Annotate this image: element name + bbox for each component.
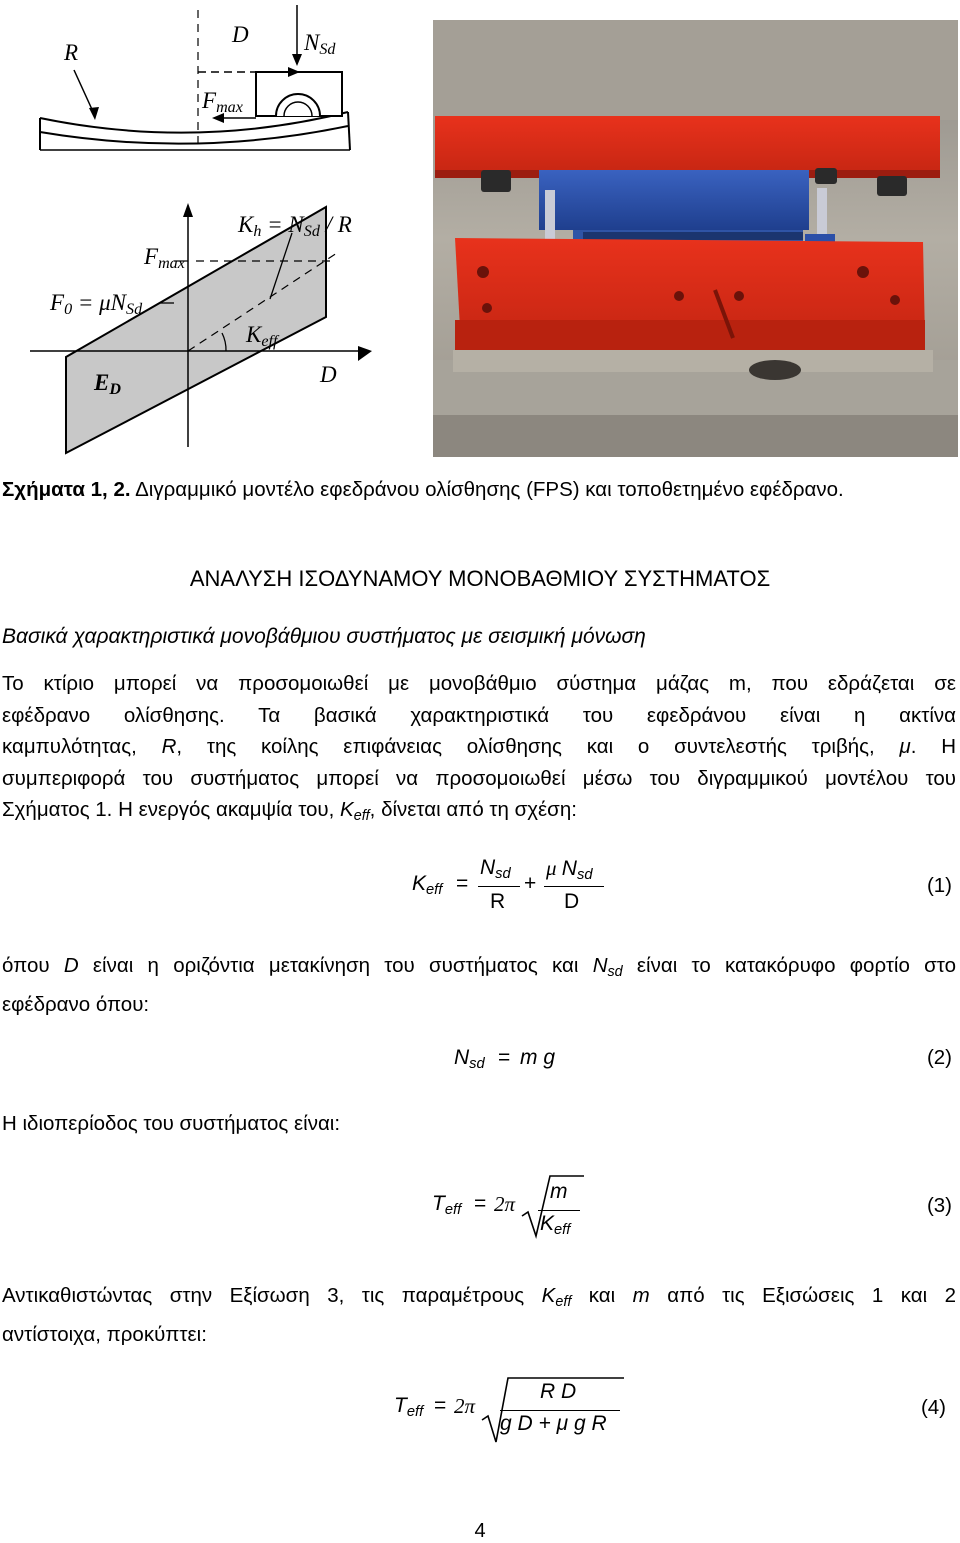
- para2-line-2: εφέδρανο όπου:: [2, 992, 150, 1016]
- eq4-coefficient: 2π: [454, 1394, 476, 1418]
- figure-caption: Σχήματα 1, 2. Διγραμμικό μοντέλο εφεδράνου ολίσθησης (FPS) και τοποθετημένο εφέδρανο.: [2, 478, 844, 501]
- label-Kh: $K_h = N_{Sd} / R$: [238, 212, 352, 240]
- para2-line-1: όπου D είναι η οριζόντια μετακίνηση του συστήματος και $N_{sd}$ είναι το κατακόρυφο φορτίο στο: [2, 954, 956, 980]
- label-N-sd: $N_{Sd}$: [304, 30, 336, 58]
- eq1-plus: +: [524, 872, 537, 895]
- eq3-frac-bar: [538, 1210, 580, 1211]
- paragraph-4: [2, 1280, 956, 1350]
- section-heading: ΑΝΑΛΥΣΗ ΙΣΟΔΥΝΑΜΟΥ ΜΟΝΟΒΑΘΜΙΟΥ ΣΥΣΤΗΜΑΤΟΣ: [189, 566, 771, 591]
- eq1-frac-bar-1: [478, 886, 520, 887]
- label-F-max: $F_{max}$: [202, 88, 243, 116]
- label-E-D: $E_D$: [94, 370, 121, 398]
- eq1-num-2: μ $N_{sd}$: [546, 856, 593, 883]
- label-F-max-2: $F_{max}$: [144, 244, 185, 272]
- subsection-heading: Βασικά χαρακτηριστικά μονοβάθμιου συστήματος με σεισμική μόνωση: [2, 625, 646, 648]
- eq4-number: (4): [920, 1396, 946, 1419]
- bearing-photo: [433, 20, 958, 457]
- eq1-frac-bar-2: [544, 886, 604, 887]
- eq3-coefficient: 2π: [494, 1192, 516, 1216]
- eq4-equals: =: [434, 1394, 447, 1417]
- label-K-eff: $K_{eff}$: [246, 322, 278, 350]
- figure-2-hysteresis: [0, 195, 420, 465]
- label-D-axis: D: [320, 362, 337, 387]
- page-number: 4: [474, 1520, 486, 1542]
- para4-line-1: Αντικαθιστώντας στην Εξίσωση 3, τις παραμέτρους $K_{eff}$ και m από τις Εξισώσεις 1 και 2: [2, 1284, 957, 1310]
- para1-line-1: Το κτίριο μπορεί να προσομοιωθεί με μονοβάθμιο σύστημα μάζας m, που εδράζεται σε: [2, 672, 956, 695]
- para1-line-5: Σχήματος 1. Η ενεργός ακαμψία του, $K_{eff}$, δίνεται από τη σχέση:: [2, 798, 577, 824]
- para1-line-3: καμπυλότητας, R, της κοίλης επιφάνειας ολίσθησης και ο συντελεστής τριβής, μ. Η: [2, 735, 957, 758]
- para1-line-4: συμπεριφορά του συστήματος μπορεί να προσομοιωθεί μέσω του διγραμμικού μοντέλου του: [2, 766, 956, 790]
- label-F0: $F_0 = \mu N_{Sd}$: [50, 290, 143, 318]
- eq3-number: (3): [926, 1194, 952, 1217]
- para1-line-2: εφέδρανο ολίσθησης. Τα βασικά χαρακτηριστικά του εφεδράνου είναι η ακτίνα: [2, 703, 956, 727]
- eq2-number: (2): [926, 1046, 952, 1069]
- label-R: R: [64, 40, 79, 65]
- para4-line-2: αντίστοιχα, προκύπτει:: [2, 1322, 207, 1346]
- eq3-numerator: m: [550, 1180, 568, 1203]
- hysteresis-loop: [66, 207, 326, 453]
- eq3-denominator: $K_{eff}$: [540, 1212, 571, 1238]
- eq4-lhs: $T_{eff}$: [394, 1394, 424, 1420]
- eq1-den-2: D: [564, 890, 580, 913]
- eq4-frac-bar: [500, 1410, 620, 1411]
- eq4-denominator: g D + μ g R: [500, 1412, 607, 1435]
- paragraph-2: [2, 950, 956, 1020]
- eq4-numerator: R D: [540, 1380, 577, 1403]
- paragraph-3: Η ιδιοπερίοδος του συστήματος είναι:: [2, 1112, 341, 1135]
- top-red-plate: [435, 116, 940, 178]
- paragraph-1: [2, 668, 956, 833]
- blue-slider: [539, 170, 809, 230]
- eq1-num-1: $N_{sd}$: [480, 856, 511, 882]
- label-D: D: [232, 22, 249, 47]
- eq2-lhs: $N_{sd}$: [454, 1046, 485, 1072]
- eq3-lhs: $T_{eff}$: [432, 1192, 462, 1218]
- eq1-den-1: R: [490, 890, 506, 913]
- concave-plate-bottom: [40, 126, 348, 144]
- eq1-equals: =: [456, 872, 469, 895]
- eq1-lhs: $K_{eff}$: [412, 872, 443, 898]
- eq2-rhs: m g: [520, 1046, 556, 1069]
- eq2-equals: =: [498, 1046, 511, 1069]
- figure-1-sketch: [0, 0, 420, 170]
- eq3-equals: =: [474, 1192, 487, 1215]
- eq1-number: (1): [926, 874, 952, 897]
